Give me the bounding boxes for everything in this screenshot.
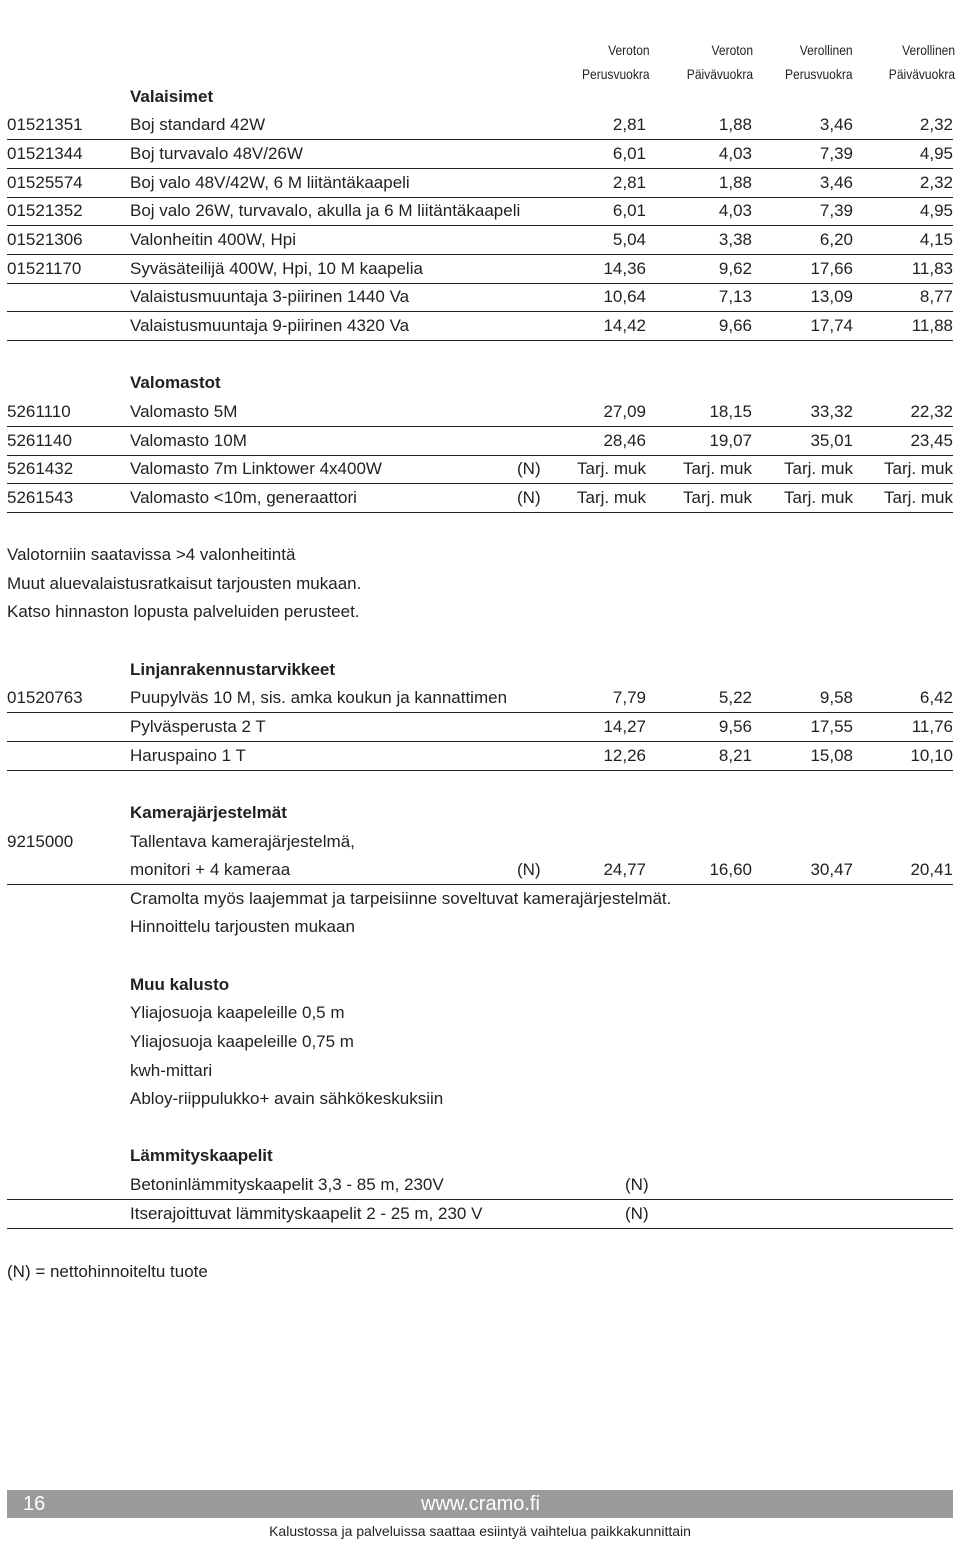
- section-title: Muu kalusto: [130, 975, 230, 994]
- product-name-continued: monitori + 4 kameraa: [130, 860, 291, 879]
- table-row: [7, 226, 953, 255]
- price-verollinen-paiva: 11,83: [911, 259, 953, 278]
- section-heading-valomastot: [7, 369, 953, 397]
- price-veroton-paiva: 4,03: [718, 144, 752, 163]
- price-veroton-paiva: 9,62: [718, 259, 752, 278]
- table-row: [7, 684, 953, 713]
- section-title: Valaisimet: [130, 87, 214, 106]
- price-verollinen-perus: 3,46: [819, 115, 853, 134]
- price-veroton-paiva: Tarj. muk: [683, 488, 752, 507]
- product-name: Valomasto 5M: [130, 402, 238, 421]
- list-item: [7, 1085, 953, 1113]
- section-heading-kamera: [7, 799, 953, 827]
- price-verollinen-perus: 33,32: [810, 402, 853, 421]
- list-item: [7, 1057, 953, 1085]
- note-text: Valotorniin saatavissa >4 valonheitintä: [7, 545, 296, 564]
- price-verollinen-perus: 9,58: [819, 688, 853, 707]
- product-name: Valonheitin 400W, Hpi: [130, 230, 297, 249]
- table-row: [7, 713, 953, 742]
- price-veroton-perus: 27,09: [603, 402, 646, 421]
- net-price-marker: (N): [625, 1175, 649, 1194]
- product-name: Boj valo 26W, turvavalo, akulla ja 6 M liitäntäkaapeli: [130, 201, 521, 220]
- price-verollinen-perus: 3,46: [819, 173, 853, 192]
- price-veroton-perus: Tarj. muk: [577, 488, 646, 507]
- table-row: [7, 111, 953, 140]
- product-name: Itserajoittuvat lämmityskaapelit 2 - 25 m, 230 V: [130, 1204, 483, 1223]
- price-verollinen-paiva: 22,32: [910, 402, 953, 421]
- price-veroton-paiva: 7,13: [718, 287, 752, 306]
- note-text: Hinnoittelu tarjousten mukaan: [130, 917, 355, 936]
- section-heading-lammityskaapelit: [7, 1142, 953, 1170]
- footer-bar: [7, 1490, 953, 1518]
- price-veroton-paiva: 1,88: [718, 173, 752, 192]
- product-name: Puupylväs 10 M, sis. amka koukun ja kannattimen: [130, 688, 508, 707]
- table-row: [7, 283, 953, 312]
- price-verollinen-paiva: 2,32: [919, 173, 953, 192]
- product-code: 01525574: [7, 173, 83, 192]
- price-verollinen-perus: Tarj. muk: [784, 488, 853, 507]
- price-verollinen-paiva: 4,95: [919, 201, 953, 220]
- column-header-veroton-paiva: [687, 38, 753, 86]
- section-title: Kamerajärjestelmät: [130, 803, 287, 822]
- table-row: [7, 427, 953, 456]
- price-verollinen-perus: 17,66: [810, 259, 853, 278]
- price-veroton-perus: 2,81: [612, 115, 646, 134]
- header-line: Verollinen: [902, 42, 955, 58]
- column-header-veroton-perus: [582, 38, 650, 86]
- table-row: [7, 484, 953, 513]
- table-row: [7, 742, 953, 771]
- price-verollinen-perus: 17,74: [810, 316, 853, 335]
- table-row: [7, 169, 953, 198]
- table-row: [7, 197, 953, 226]
- product-name: Betoninlämmityskaapelit 3,3 - 85 m, 230V: [130, 1175, 444, 1194]
- price-veroton-perus: Tarj. muk: [577, 459, 646, 478]
- price-verollinen-paiva: 23,45: [910, 431, 953, 450]
- website-link[interactable]: www.cramo.fi: [421, 1493, 540, 1515]
- table-row: [7, 312, 953, 341]
- price-verollinen-perus: 13,09: [810, 287, 853, 306]
- table-row: [7, 856, 953, 885]
- section-heading-valaisimet: [7, 83, 953, 111]
- column-header-verollinen-paiva: [889, 38, 955, 86]
- note-text: Katso hinnaston lopusta palveluiden perusteet.: [7, 602, 360, 621]
- price-verollinen-paiva: Tarj. muk: [884, 459, 953, 478]
- price-veroton-perus: 28,46: [603, 431, 646, 450]
- price-veroton-paiva: 9,66: [718, 316, 752, 335]
- price-verollinen-paiva: 2,32: [919, 115, 953, 134]
- product-name: Boj turvavalo 48V/26W: [130, 144, 303, 163]
- price-verollinen-perus: 15,08: [810, 746, 853, 765]
- price-verollinen-paiva: 8,77: [919, 287, 953, 306]
- price-veroton-perus: 12,26: [603, 746, 646, 765]
- product-name: kwh-mittari: [130, 1061, 213, 1080]
- product-name: Boj standard 42W: [130, 115, 266, 134]
- product-name: Abloy-riippulukko+ avain sähkökeskuksiin: [130, 1089, 444, 1108]
- product-name: Yliajosuoja kaapeleille 0,5 m: [130, 1003, 345, 1022]
- table-row: [7, 140, 953, 169]
- price-veroton-perus: 2,81: [612, 173, 646, 192]
- price-veroton-perus: 5,04: [612, 230, 646, 249]
- product-name: Valomasto 10M: [130, 431, 247, 450]
- price-veroton-perus: 10,64: [603, 287, 646, 306]
- product-name: Syväsäteilijä 400W, Hpi, 10 M kaapelia: [130, 259, 423, 278]
- price-verollinen-paiva: 11,76: [911, 717, 953, 736]
- price-veroton-perus: 14,27: [603, 717, 646, 736]
- price-verollinen-paiva: 6,42: [919, 688, 953, 707]
- legend-text: (N) = nettohinnoiteltu tuote: [7, 1262, 208, 1281]
- product-name: Boj valo 48V/42W, 6 M liitäntäkaapeli: [130, 173, 410, 192]
- table-row: [7, 398, 953, 427]
- price-verollinen-paiva: 11,88: [911, 316, 953, 335]
- price-verollinen-perus: Tarj. muk: [784, 459, 853, 478]
- header-line: Veroton: [711, 42, 753, 58]
- column-header-verollinen-perus: [785, 38, 853, 86]
- price-verollinen-paiva: 10,10: [910, 746, 953, 765]
- price-veroton-paiva: 18,15: [709, 402, 752, 421]
- price-verollinen-perus: 30,47: [810, 860, 853, 879]
- price-veroton-perus: 6,01: [612, 144, 646, 163]
- product-code: 01521352: [7, 201, 83, 220]
- product-name: Valaistusmuuntaja 9-piirinen 4320 Va: [130, 316, 410, 335]
- price-verollinen-paiva: 4,95: [919, 144, 953, 163]
- product-code: 01521344: [7, 144, 83, 163]
- table-row: [7, 1171, 953, 1200]
- note-row: [7, 885, 953, 913]
- list-item: [7, 1028, 953, 1056]
- header-line: Verollinen: [800, 42, 853, 58]
- table-row: [7, 828, 953, 856]
- price-verollinen-perus: 7,39: [819, 201, 853, 220]
- product-code: 01521306: [7, 230, 83, 249]
- product-name: Valaistusmuuntaja 3-piirinen 1440 Va: [130, 287, 410, 306]
- product-name: Valomasto 7m Linktower 4x400W: [130, 459, 382, 478]
- section-title: Valomastot: [130, 373, 221, 392]
- price-veroton-paiva: 5,22: [718, 688, 752, 707]
- page-number: 16: [23, 1493, 46, 1515]
- product-name: Haruspaino 1 T: [130, 746, 246, 765]
- net-price-marker: (N): [625, 1204, 649, 1223]
- note-row: [7, 913, 953, 941]
- price-verollinen-perus: 35,01: [810, 431, 853, 450]
- product-code: 5261543: [7, 488, 74, 507]
- note-text: Muut aluevalaistusratkaisut tarjousten mukaan.: [7, 574, 362, 593]
- product-code: 01521351: [7, 115, 83, 134]
- footer-disclaimer: Kalustossa ja palveluissa saattaa esiintyä vaihtelua paikkakunnittain: [269, 1523, 691, 1539]
- product-name: Yliajosuoja kaapeleille 0,75 m: [130, 1032, 354, 1051]
- product-code: 9215000: [7, 832, 74, 851]
- section-title: Lämmityskaapelit: [130, 1146, 273, 1165]
- price-veroton-perus: 6,01: [612, 201, 646, 220]
- table-row: [7, 455, 953, 484]
- price-verollinen-paiva: 4,15: [919, 230, 953, 249]
- product-name: Tallentava kamerajärjestelmä,: [130, 832, 355, 851]
- price-veroton-paiva: 19,07: [709, 431, 752, 450]
- price-veroton-paiva: 4,03: [718, 201, 752, 220]
- price-veroton-paiva: 3,38: [718, 230, 752, 249]
- table-row: [7, 1200, 953, 1229]
- section-title: Linjanrakennustarvikkeet: [130, 660, 336, 679]
- section-heading-muu-kalusto: [7, 971, 953, 999]
- note-text: Cramolta myös laajemmat ja tarpeisiinne soveltuvat kamerajärjestelmät.: [130, 889, 672, 908]
- price-verollinen-paiva: Tarj. muk: [884, 488, 953, 507]
- price-veroton-perus: 14,42: [603, 316, 646, 335]
- product-code: 01521170: [7, 259, 82, 278]
- price-veroton-paiva: Tarj. muk: [683, 459, 752, 478]
- price-veroton-perus: 14,36: [603, 259, 646, 278]
- net-price-marker: (N): [517, 488, 541, 507]
- price-veroton-perus: 24,77: [603, 860, 646, 879]
- header-line: Päivävuokra: [686, 66, 753, 82]
- price-veroton-paiva: 1,88: [718, 115, 752, 134]
- product-code: 5261110: [7, 402, 71, 421]
- net-price-marker: (N): [517, 459, 541, 478]
- price-veroton-paiva: 16,60: [709, 860, 752, 879]
- net-price-marker: (N): [517, 860, 541, 879]
- header-line: Perusvuokra: [785, 66, 853, 82]
- table-row: [7, 255, 953, 284]
- price-verollinen-paiva: 20,41: [910, 860, 953, 879]
- product-code: 5261432: [7, 459, 74, 478]
- header-line: Perusvuokra: [582, 66, 650, 82]
- price-verollinen-perus: 17,55: [810, 717, 853, 736]
- section-heading-linjanrakennus: [7, 656, 953, 684]
- product-code: 5261140: [7, 431, 72, 450]
- header-line: Veroton: [608, 42, 650, 58]
- header-line: Päivävuokra: [888, 66, 955, 82]
- price-veroton-paiva: 9,56: [718, 717, 752, 736]
- price-veroton-paiva: 8,21: [718, 746, 752, 765]
- product-name: Valomasto <10m, generaattori: [130, 488, 357, 507]
- product-name: Pylväsperusta 2 T: [130, 717, 266, 736]
- product-code: 01520763: [7, 688, 83, 707]
- price-verollinen-perus: 7,39: [819, 144, 853, 163]
- list-item: [7, 999, 953, 1027]
- price-verollinen-perus: 6,20: [819, 230, 853, 249]
- price-veroton-perus: 7,79: [612, 688, 646, 707]
